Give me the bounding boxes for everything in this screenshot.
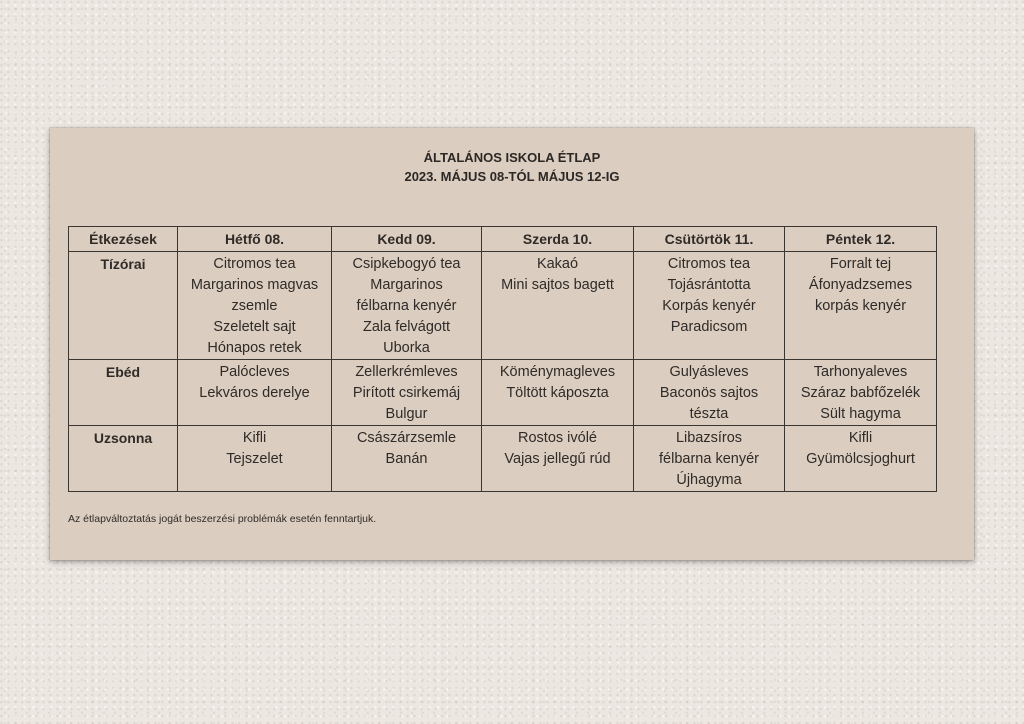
menu-cell-wednesday [482,252,634,360]
menu-item: Tojásrántotta [667,277,751,293]
menu-cell-monday [178,360,332,426]
menu-item: Pirított csirkemáj [352,385,461,401]
menu-item: Újhagyma [676,472,742,488]
menu-item: Császárzsemle [356,430,457,446]
menu-item: Tejszelet [226,451,283,467]
table-row [69,360,937,426]
menu-date-range: 2023. MÁJUS 08-TÓL MÁJUS 12-IG [404,169,620,184]
menu-item: Száraz babfőzelék [800,385,921,401]
menu-item: Vajas jellegű rúd [504,451,611,467]
menu-item: Kakaó [536,256,579,272]
menu-item: félbarna kenyér [356,298,457,314]
menu-item: Kifli [242,430,267,446]
menu-cell-tuesday [332,252,482,360]
menu-item: Áfonyadzsemes [808,277,913,293]
menu-item: Rostos ivólé [518,430,597,446]
column-header-meals: Étkezések [69,227,178,252]
menu-cell-wednesday [482,426,634,492]
menu-item: Margarinos [370,277,443,293]
menu-item: Bulgur [385,406,428,422]
menu-cell-thursday [634,426,785,492]
menu-item: Paradicsom [670,319,748,335]
menu-item: Forralt tej [829,256,892,272]
menu-cell-monday [178,252,332,360]
menu-item: Sült hagyma [820,406,901,422]
menu-item: Gulyásleves [669,364,749,380]
menu-cell-wednesday [482,360,634,426]
menu-item: Libazsíros [675,430,743,446]
menu-item: Mini sajtos bagett [501,277,614,293]
column-header-wednesday: Szerda 10. [482,227,634,252]
menu-item: Gyümölcsjoghurt [806,451,915,467]
menu-cell-tuesday [332,426,482,492]
menu-item: Szeletelt sajt [213,319,296,335]
menu-sheet [50,128,974,560]
menu-item: Palócleves [219,364,290,380]
meal-label: Tízórai [69,252,178,360]
menu-table [68,226,937,492]
menu-item: Banán [385,451,428,467]
table-row [69,252,937,360]
menu-header [50,148,974,186]
column-header-tuesday: Kedd 09. [332,227,482,252]
menu-item: korpás kenyér [814,298,907,314]
menu-item: Kifli [848,430,873,446]
menu-item: Citromos tea [213,256,296,272]
menu-item: Citromos tea [667,256,751,272]
menu-item: Zala felvágott [362,319,451,335]
menu-item: tészta [689,406,729,422]
column-header-thursday: Csütörtök 11. [634,227,785,252]
meal-label: Uzsonna [69,426,178,492]
column-header-friday: Péntek 12. [785,227,937,252]
menu-cell-thursday [634,252,785,360]
menu-item: Margarinos magvas [190,277,319,293]
footnote: Az étlapváltoztatás jogát beszerzési problémák esetén fenntartjuk. [68,513,377,525]
header-row [69,227,937,252]
menu-item: Hónapos retek [207,340,302,356]
menu-item: Töltött káposzta [506,385,609,401]
menu-item: zsemle [231,298,278,314]
menu-item: Uborka [383,340,430,356]
menu-item: Korpás kenyér [662,298,756,314]
menu-item: Köménymagleves [499,364,616,380]
menu-cell-friday [785,426,937,492]
menu-cell-tuesday [332,360,482,426]
menu-item: félbarna kenyér [659,451,759,467]
menu-cell-friday [785,360,937,426]
menu-item: Tarhonyaleves [813,364,908,380]
table-row [69,426,937,492]
menu-item: Baconös sajtos [659,385,759,401]
menu-item: Csipkebogyó tea [352,256,461,272]
menu-cell-thursday [634,360,785,426]
menu-item: Lekváros derelye [199,385,310,401]
menu-cell-friday [785,252,937,360]
menu-cell-monday [178,426,332,492]
column-header-monday: Hétfő 08. [178,227,332,252]
menu-title: ÁLTALÁNOS ISKOLA ÉTLAP [423,150,601,165]
menu-item: Zellerkrémleves [355,364,458,380]
meal-label: Ebéd [69,360,178,426]
